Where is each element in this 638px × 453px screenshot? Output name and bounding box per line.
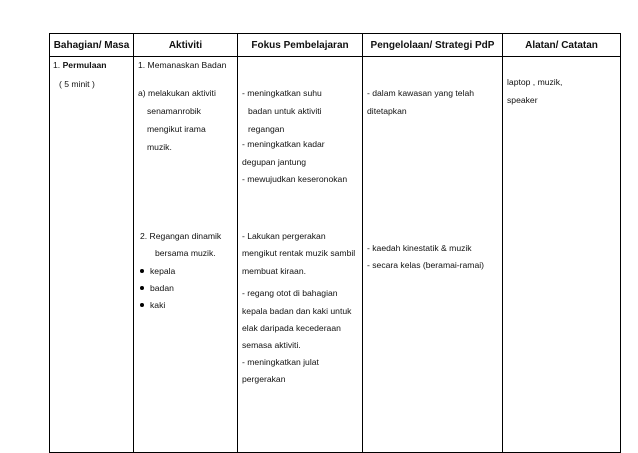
cell-fokus (238, 57, 363, 453)
focus-line: membuat kiraan. (242, 266, 307, 276)
activity-2-line: 2. Regangan dinamik (140, 231, 222, 241)
activity-a-line: muzik. (147, 142, 172, 152)
activity-a-line: senamanrobik (147, 106, 201, 116)
bullet-item: kepala (140, 266, 175, 277)
strategy-line: - secara kelas (beramai-ramai) (367, 260, 485, 270)
cell-aktiviti (134, 57, 238, 453)
activity-2-line: bersama muzik. (155, 248, 216, 258)
header-bahagian: Bahagian/ Masa (50, 34, 134, 57)
strategy-line: - kaedah kinestatik & muzik (367, 243, 472, 253)
focus-line: mengikut rentak muzik sambil (242, 248, 356, 258)
focus-line: - Lakukan pergerakan (242, 231, 326, 241)
cell-bahagian (50, 57, 134, 453)
bullet-icon (140, 303, 144, 307)
equipment-line: speaker (507, 95, 538, 105)
header-alatan: Alatan/ Catatan (503, 34, 621, 57)
focus-line: regangan (248, 124, 285, 134)
table-header-row (50, 34, 621, 57)
cell-pengelolaan (363, 57, 503, 453)
bullet-item: badan (140, 283, 174, 294)
focus-line: - regang otot di bahagian (242, 288, 338, 298)
section-number: 1. (53, 60, 61, 70)
focus-line: - mewujudkan keseronokan (242, 174, 348, 184)
section-title (53, 60, 107, 71)
strategy-line: ditetapkan (367, 106, 407, 116)
section-duration: ( 5 minit ) (59, 79, 95, 89)
bullet-item: kaki (140, 300, 165, 311)
activity-a-line: a) melakukan aktiviti (138, 88, 216, 98)
focus-line: elak daripada kecederaan (242, 323, 341, 333)
bullet-icon (140, 286, 144, 290)
section-name: Permulaan (62, 60, 107, 70)
focus-line: semasa aktiviti. (242, 340, 301, 350)
header-fokus: Fokus Pembelajaran (238, 34, 363, 57)
bullet-icon (140, 269, 144, 273)
focus-line: - meningkatkan suhu (242, 88, 322, 98)
table-row (50, 57, 621, 453)
header-aktiviti: Aktiviti (134, 34, 238, 57)
cell-alatan (503, 57, 621, 453)
focus-line: badan untuk aktiviti (248, 106, 322, 116)
focus-line: degupan jantung (242, 157, 307, 167)
focus-line: - meningkatkan kadar (242, 139, 325, 149)
header-pengelolaan: Pengelolaan/ Strategi PdP (363, 34, 503, 57)
focus-line: - meningkatkan julat (242, 357, 319, 367)
focus-line: pergerakan (242, 374, 286, 384)
strategy-line: - dalam kawasan yang telah (367, 88, 475, 98)
equipment-line: laptop , muzik, (507, 77, 563, 87)
activity-a-line: mengikut irama (147, 124, 206, 134)
lesson-plan-table (49, 33, 621, 453)
activity-main: 1. Memanaskan Badan (138, 60, 227, 70)
focus-line: kepala badan dan kaki untuk (242, 306, 352, 316)
